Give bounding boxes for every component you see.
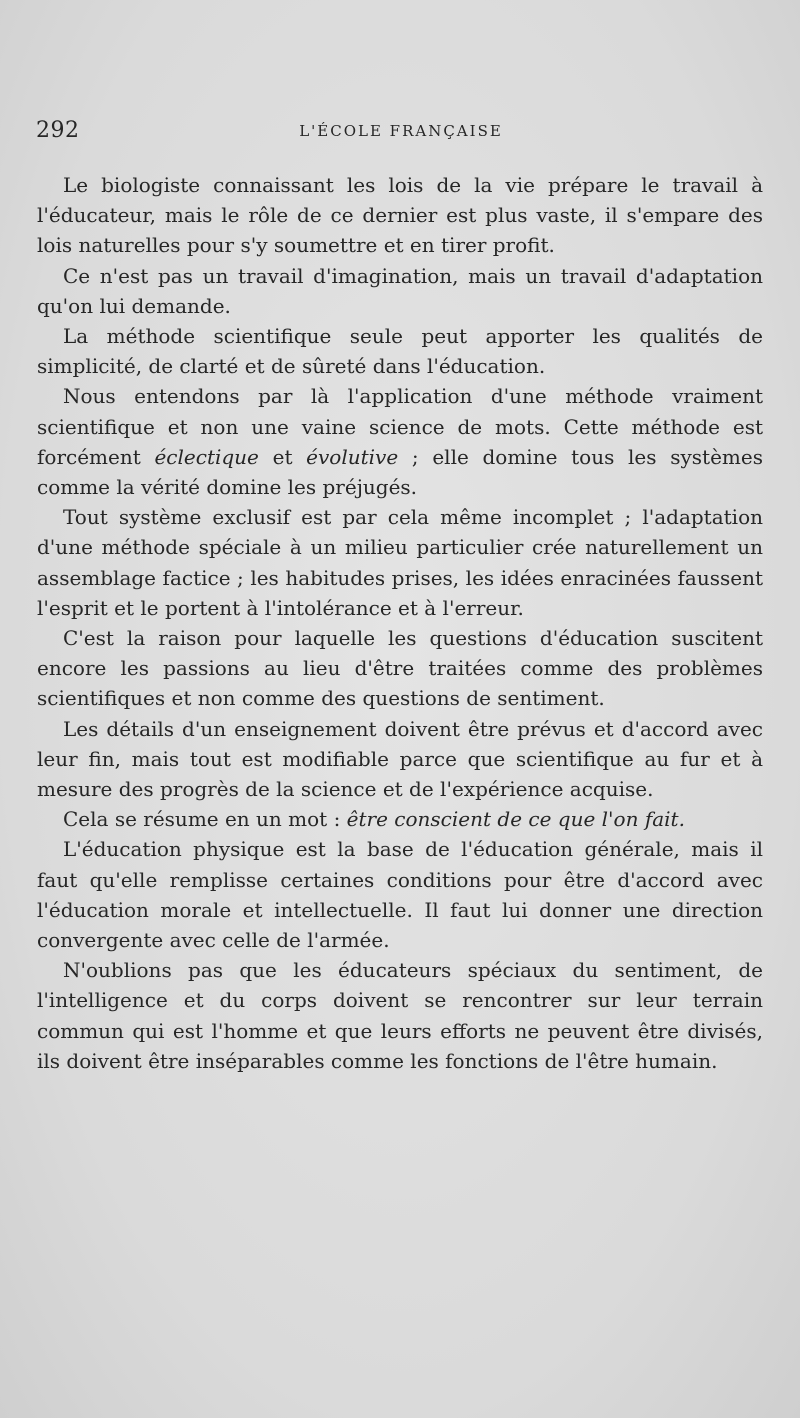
text-segment: ; elle domine tous les systèmes comme la vérité domine les préjugés. (37, 444, 763, 500)
italic-text: évolutive (306, 444, 399, 469)
text-segment: et (258, 444, 307, 469)
paragraph (37, 623, 763, 714)
text-segment: Tout système exclusif est par cela même incomplet ; l'adaptation d'une méthode spéciale à un milieu particulier crée naturellement un assemblage factice ; les habitudes prises, les idées enracinées faussent l'esprit et le portent à l'intolérance et à l'erreur. (37, 505, 763, 620)
text-segment: Ce n'est pas un travail d'imagination, mais un travail d'adaptation qu'on lui demande. (37, 263, 763, 318)
page-header (36, 118, 766, 148)
italic-text: être conscient de ce que l'on fait. (346, 807, 685, 832)
running-head: L'ÉCOLE FRANÇAISE (299, 122, 503, 140)
page-number: 292 (36, 118, 80, 143)
italic-text: éclectique (154, 444, 259, 469)
text-segment: N'oublions pas que les éducateurs spéciaux du sentiment, de l'intelligence et du corps doivent se rencontrer sur leur terrain commun qui est l'homme et que leurs efforts ne peuvent être divisés, ils doivent être inséparables comme les fonctions de l'être humain. (37, 958, 763, 1073)
paragraph (37, 170, 763, 261)
text-segment: Cela se résume en un mot : (63, 807, 347, 832)
paragraph (37, 261, 763, 321)
paragraph (37, 321, 763, 381)
text-segment: L'éducation physique est la base de l'éducation générale, mais il faut qu'elle remplisse certaines conditions pour être d'accord avec l'éducation morale et intellectuelle. Il faut lui donner une direction convergente avec celle de l'armée. (37, 837, 763, 953)
paragraph (37, 834, 763, 955)
paragraph (37, 714, 763, 805)
paragraph (37, 502, 763, 623)
paragraph (37, 381, 763, 502)
paragraph (37, 804, 763, 834)
text-segment: La méthode scientifique seule peut apporter les qualités de simplicité, de clarté et de sûreté dans l'éducation. (37, 324, 763, 379)
body-text (37, 170, 763, 1076)
text-segment: Les détails d'un enseignement doivent être prévus et d'accord avec leur fin, mais tout est modifiable parce que scientifique au fur et à mesure des progrès de la science et de l'expérience acquise. (37, 716, 763, 802)
paragraph (37, 955, 763, 1076)
text-segment: Le biologiste connaissant les lois de la vie prépare le travail à l'éducateur, mais le rôle de ce dernier est plus vaste, il s'empare des lois naturelles pour s'y soumettre et en tirer profit. (37, 173, 763, 258)
text-segment: C'est la raison pour laquelle les questions d'éducation suscitent encore les passions au lieu d'être traitées comme des problèmes scientifiques et non comme des questions de sentiment. (37, 626, 763, 711)
text-segment: Nous entendons par là l'application d'une méthode vraiment scientifique et non une vaine science de mots. Cette méthode est forcément (37, 384, 763, 469)
